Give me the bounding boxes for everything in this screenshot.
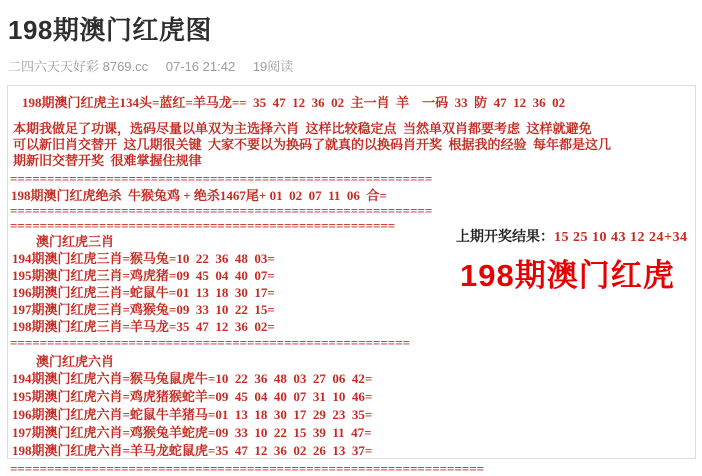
divider: ========================================================= bbox=[10, 171, 433, 186]
last-draw-numbers: 15 25 10 43 12 24+34 bbox=[554, 230, 688, 245]
liuxiao-section bbox=[8, 354, 695, 460]
headline-line: 198期澳门红虎主134头=蓝红=羊马龙== 35 47 12 36 02 主一肖 羊 一码 33 防 47 12 36 02 bbox=[22, 95, 566, 110]
liuxiao-row: 197期澳门红虎六肖=鸡猴兔羊蛇虎=09 33 10 22 15 39 11 47= bbox=[12, 425, 372, 440]
last-draw-label: 上期开奖结果： bbox=[456, 230, 554, 245]
liuxiao-row: 196期澳门红虎六肖=蛇鼠牛羊猪马=01 13 18 30 17 29 23 35= bbox=[12, 407, 373, 422]
sanxiao-row: 194期澳门红虎三肖=猴马兔=10 22 36 48 03= bbox=[12, 251, 275, 266]
big-red-title: 198期澳门红虎 bbox=[460, 258, 675, 293]
liuxiao-row: 195期澳门红虎六肖=鸡虎猪猴蛇羊=09 45 04 40 07 31 10 46= bbox=[12, 389, 373, 404]
sanxiao-row: 198期澳门红虎三肖=羊马龙=35 47 12 36 02= bbox=[12, 319, 275, 334]
sanxiao-row: 197期澳门红虎三肖=鸡猴兔=09 33 10 22 15= bbox=[12, 302, 275, 317]
liuxiao-header: 澳门红虎六肖 bbox=[36, 354, 115, 369]
paragraph-line: 可以新旧肖交替开 这几期很关键 大家不要以为换码了就真的以换码肖开奖 根据我的经验 每年都是这几 bbox=[13, 137, 612, 152]
paragraph-line: 期新旧交替开奖 很难掌握住规律 bbox=[13, 153, 202, 168]
divider: ==================================================== bbox=[10, 218, 396, 233]
page-title: 198期澳门红虎图 bbox=[8, 15, 212, 45]
divider: ================================================================ bbox=[10, 461, 485, 476]
divider: ========================================================= bbox=[10, 203, 433, 218]
kill-line: 198期澳门红虎绝杀 牛猴兔鸡 + 绝杀1467尾+ 01 02 07 11 06 合= bbox=[11, 188, 387, 203]
last-draw-result bbox=[456, 226, 694, 246]
divider: ====================================================== bbox=[10, 335, 411, 350]
sanxiao-header: 澳门红虎三肖 bbox=[36, 234, 115, 249]
liuxiao-row: 194期澳门红虎六肖=猴马兔鼠虎牛=10 22 36 48 03 27 06 42= bbox=[12, 371, 373, 386]
read-count: 19阅读 bbox=[252, 59, 294, 74]
sanxiao-row: 195期澳门红虎三肖=鸡虎猪=09 45 04 40 07= bbox=[12, 268, 275, 283]
content-box bbox=[7, 85, 696, 476]
liuxiao-row: 198期澳门红虎六肖=羊马龙蛇鼠虎=35 47 12 36 02 26 13 37= bbox=[12, 443, 373, 458]
analysis-paragraph bbox=[13, 121, 695, 169]
publish-time: 07-16 21:42 bbox=[165, 59, 236, 74]
meta-bar bbox=[0, 47, 702, 75]
sanxiao-row: 196期澳门红虎三肖=蛇鼠牛=01 13 18 30 17= bbox=[12, 285, 275, 300]
paragraph-line: 本期我做足了功课，选码尽量以单双为主选择六肖 这样比较稳定点 当然单双肖都要考虑 这样就避免 bbox=[13, 121, 592, 136]
site-name: 二四六天天好彩 8769.cc bbox=[8, 59, 149, 74]
